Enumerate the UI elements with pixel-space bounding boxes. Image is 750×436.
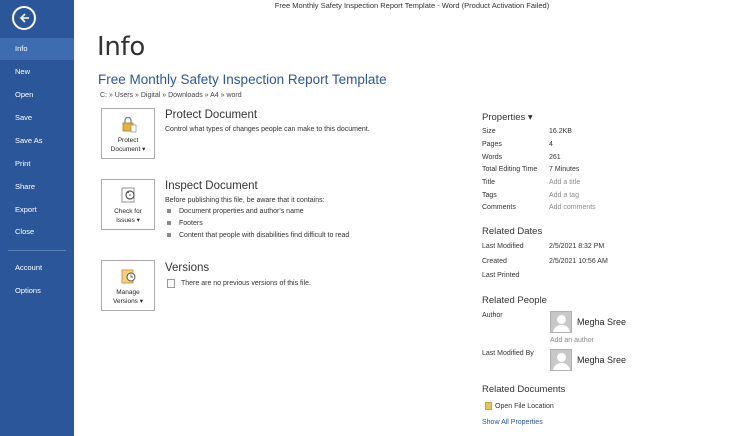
nav-close[interactable]: Close [15,227,35,236]
avatar [550,349,572,371]
nav-save[interactable]: Save [15,113,33,122]
sidebar-divider [8,250,66,251]
avatar [550,311,572,333]
bullet-square-icon [167,221,171,225]
related-people-heading: Related People [482,295,547,306]
last-modified-by-label: Last Modified By [482,350,534,357]
open-file-location-label: Open File Location [495,402,554,410]
author-label: Author [482,312,503,319]
protect-document-label-2: Document ▾ [110,146,146,153]
back-arrow-icon[interactable] [12,6,36,30]
prop-words-value: 261 [549,154,561,161]
prop-editing-time-label: Total Editing Time [482,166,538,173]
prop-pages-value: 4 [549,141,553,148]
nav-account[interactable]: Account [15,263,43,272]
inspect-bullet [167,232,349,239]
inspect-icon [120,186,138,204]
backstage-sidebar [0,0,74,436]
nav-info[interactable]: Info [0,38,74,60]
inspect-bullet [167,220,203,227]
nav-new[interactable]: New [15,67,31,76]
check-for-issues-label: Check for [114,208,142,215]
last-modified-value: 2/5/2021 8:32 PM [549,243,605,250]
last-modified-label: Last Modified [482,243,524,250]
prop-pages-label: Pages [482,141,502,148]
created-value: 2/5/2021 10:56 AM [549,258,608,265]
prop-tags-input[interactable]: Add a tag [549,192,579,199]
inspect-bullet [167,208,304,215]
versions-status [167,279,311,288]
prop-title-label: Title [482,179,495,186]
document-path[interactable]: C: » Users » Digital » Downloads » A4 » word [100,92,242,99]
versions-icon [120,267,138,285]
prop-comments-input[interactable]: Add comments [549,204,596,211]
nav-open[interactable]: Open [15,90,34,99]
folder-icon [485,402,492,410]
manage-versions-button[interactable] [101,260,155,311]
bullet-square-icon [167,209,171,213]
protect-document-button[interactable] [101,108,155,159]
show-all-properties-link[interactable]: Show All Properties [482,419,543,426]
check-for-issues-button[interactable] [101,179,155,230]
lock-icon [120,115,138,133]
inspect-bullet-text: Footers [179,220,203,227]
created-label: Created [482,258,507,265]
bullet-square-icon [167,233,171,237]
related-documents-heading: Related Documents [482,384,566,395]
document-icon [167,279,175,288]
author-name: Megha Sree [577,317,627,327]
nav-print[interactable]: Print [15,159,31,168]
manage-versions-label: Manage [116,289,140,296]
prop-size-value: 16.2KB [549,128,572,135]
protect-document-label: Protect [117,137,139,144]
document-title: Free Monthly Safety Inspection Report Template [98,72,387,87]
nav-share[interactable]: Share [15,182,36,191]
prop-tags-label: Tags [482,192,497,199]
open-file-location-link[interactable] [485,402,554,410]
related-dates-heading: Related Dates [482,226,543,237]
check-for-issues-label-2: Issues ▾ [116,217,140,224]
prop-comments-label: Comments [482,204,516,211]
inspect-document-title: Inspect Document [165,180,258,192]
nav-export[interactable]: Export [15,205,37,214]
inspect-bullet-text: Content that people with disabilities find difficult to read [179,232,350,239]
prop-editing-time-value: 7 Minutes [549,166,580,173]
inspect-bullet-text: Document properties and author's name [179,208,304,215]
versions-title: Versions [165,262,210,274]
last-printed-label: Last Printed [482,272,520,279]
author-person[interactable] [550,311,626,333]
prop-words-label: Words [482,154,503,161]
last-modified-by-name: Megha Sree [577,355,627,365]
add-author-input[interactable]: Add an author [550,337,594,344]
window-title: Free Monthly Safety Inspection Report Template - Word (Product Activation Failed) [274,1,550,10]
prop-title-input[interactable]: Add a title [549,179,581,186]
nav-save-as[interactable]: Save As [15,136,43,145]
versions-description: There are no previous versions of this file. [181,280,311,287]
page-heading: Info [97,32,146,62]
protect-document-title: Protect Document [165,109,258,121]
nav-options[interactable]: Options [15,286,41,295]
properties-heading[interactable]: Properties ▾ [482,112,533,123]
inspect-document-description: Before publishing this file, be aware that it contains: [165,197,325,204]
prop-size-label: Size [482,128,496,135]
protect-document-description: Control what types of changes people can make to this document. [165,126,370,133]
manage-versions-label-2: Versions ▾ [113,298,143,305]
last-modified-by-person[interactable] [550,349,626,371]
